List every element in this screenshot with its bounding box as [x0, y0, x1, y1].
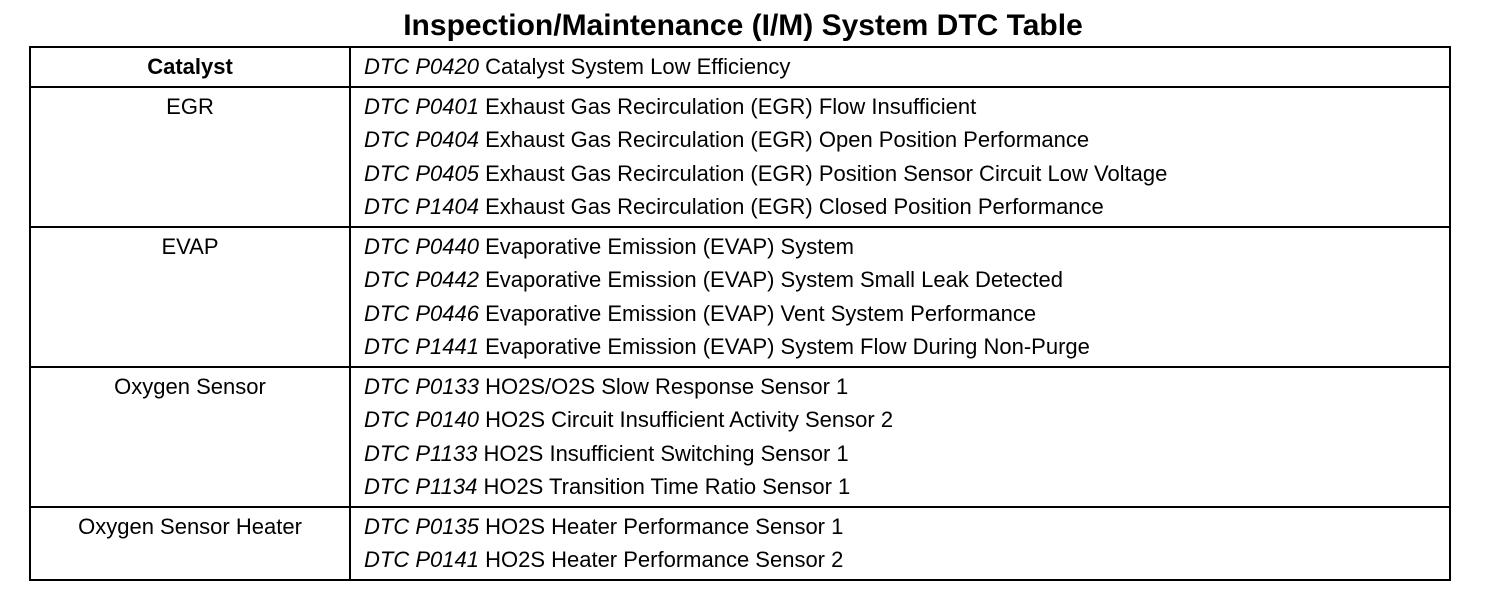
- system-name: EVAP: [31, 228, 351, 366]
- system-name: Oxygen Sensor Heater: [31, 508, 351, 579]
- dtc-entry: [364, 263, 1449, 297]
- dtc-description: HO2S/O2S Slow Response Sensor 1: [485, 373, 849, 399]
- dtc-entry: [364, 370, 1449, 404]
- dtc-description: Evaporative Emission (EVAP) System: [485, 233, 854, 259]
- dtc-code: DTC P0420: [364, 54, 479, 79]
- dtc-entry: [364, 437, 1449, 471]
- dtc-table: [29, 46, 1451, 581]
- table-row-group-evap: [31, 228, 1449, 368]
- dtc-list: [351, 508, 1449, 579]
- dtc-code: DTC P1404: [364, 194, 479, 219]
- table-row-group-catalyst: [31, 48, 1449, 88]
- dtc-entry: [364, 403, 1449, 437]
- dtc-description: HO2S Circuit Insufficient Activity Sensor 2: [485, 407, 894, 432]
- dtc-description: Evaporative Emission (EVAP) System Flow During Non-Purge: [485, 334, 1090, 359]
- dtc-list: [351, 368, 1449, 506]
- dtc-list: [351, 48, 1449, 86]
- dtc-description: Exhaust Gas Recirculation (EGR) Position Sensor Circuit Low Voltage: [485, 160, 1168, 186]
- dtc-code: DTC P0133: [364, 373, 479, 399]
- dtc-code: DTC P1133: [364, 440, 478, 466]
- dtc-code: DTC P0442: [364, 267, 479, 292]
- dtc-entry: [364, 157, 1449, 191]
- dtc-code: DTC P1134: [364, 474, 478, 499]
- dtc-description: Evaporative Emission (EVAP) Vent System Performance: [485, 300, 1037, 326]
- dtc-list: [351, 88, 1449, 226]
- dtc-description: Exhaust Gas Recirculation (EGR) Closed Position Performance: [485, 194, 1104, 219]
- table-title: Inspection/Maintenance (I/M) System DTC Table: [403, 9, 1083, 42]
- table-row-group-oxygen-sensor-heater: [31, 508, 1449, 579]
- dtc-entry: [364, 543, 1449, 577]
- table-row-group-egr: [31, 88, 1449, 228]
- dtc-code: DTC P0440: [364, 233, 479, 259]
- dtc-code: DTC P0141: [364, 547, 479, 572]
- dtc-description: HO2S Heater Performance Sensor 2: [485, 547, 844, 572]
- dtc-code: DTC P0401: [364, 93, 479, 119]
- dtc-description: HO2S Insufficient Switching Sensor 1: [483, 440, 849, 466]
- dtc-list: [351, 228, 1449, 366]
- dtc-code: DTC P0446: [364, 300, 479, 326]
- dtc-description: HO2S Heater Performance Sensor 1: [485, 513, 844, 539]
- system-name: Catalyst: [31, 48, 351, 86]
- dtc-entry: [364, 190, 1449, 224]
- dtc-entry: [364, 330, 1449, 364]
- dtc-entry: [364, 470, 1449, 504]
- dtc-description: Exhaust Gas Recirculation (EGR) Open Position Performance: [485, 127, 1090, 152]
- dtc-code: DTC P0405: [364, 160, 479, 186]
- dtc-entry: [364, 123, 1449, 157]
- dtc-code: DTC P0135: [364, 513, 479, 539]
- dtc-entry: [364, 510, 1449, 544]
- dtc-code: DTC P0140: [364, 407, 479, 432]
- dtc-entry: [364, 90, 1449, 124]
- system-name: Oxygen Sensor: [31, 368, 351, 506]
- dtc-entry: [364, 50, 1449, 84]
- dtc-description: Exhaust Gas Recirculation (EGR) Flow Insufficient: [485, 93, 977, 119]
- dtc-description: Catalyst System Low Efficiency: [485, 54, 791, 79]
- table-row-group-oxygen-sensor: [31, 368, 1449, 508]
- dtc-code: DTC P0404: [364, 127, 479, 152]
- system-name: EGR: [31, 88, 351, 226]
- dtc-entry: [364, 230, 1449, 264]
- dtc-entry: [364, 297, 1449, 331]
- dtc-description: HO2S Transition Time Ratio Sensor 1: [483, 474, 851, 499]
- dtc-code: DTC P1441: [364, 334, 479, 359]
- dtc-description: Evaporative Emission (EVAP) System Small Leak Detected: [485, 267, 1064, 292]
